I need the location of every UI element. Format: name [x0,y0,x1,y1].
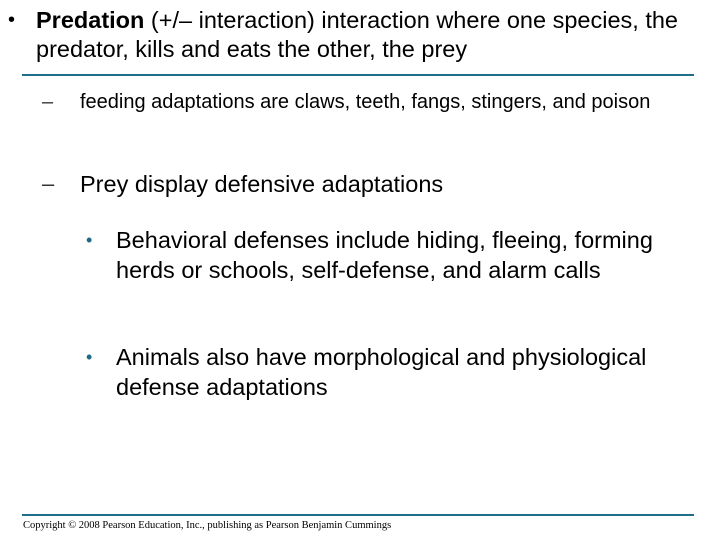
predation-term: Predation [36,7,145,33]
bullet-icon: • [86,347,93,367]
dash-icon: – [42,91,54,113]
bullet-icon: • [8,9,16,31]
bullet-icon: • [86,230,93,250]
predation-definition: (+/– interaction) interaction where one species, the predator, kills and eats the other, the prey [36,7,679,62]
sub-sub-bullet-text: Behavioral defenses include hiding, fleeing, forming herds or schools, self-defense, and alarm calls [116,227,653,283]
dash-icon: – [42,171,55,196]
sub-bullet-text: Prey display defensive adaptations [80,171,444,197]
sub-sub-bullet-behavioral [86,225,686,285]
sub-sub-bullet-morphological [86,342,686,402]
copyright-footer: Copyright © 2008 Pearson Education, Inc., publishing as Pearson Benjamin Cummings [23,520,392,531]
sub-bullet-text: feeding adaptations are claws, teeth, fangs, stingers, and poison [80,91,651,113]
bottom-divider [22,514,694,516]
main-bullet-text [36,6,708,64]
sub-sub-bullet-text: Animals also have morphological and physiological defense adaptations [116,344,647,400]
sub-bullet-feeding [42,89,682,116]
sub-bullet-prey-defense [42,169,682,199]
main-bullet [8,6,708,64]
top-divider [22,74,694,76]
